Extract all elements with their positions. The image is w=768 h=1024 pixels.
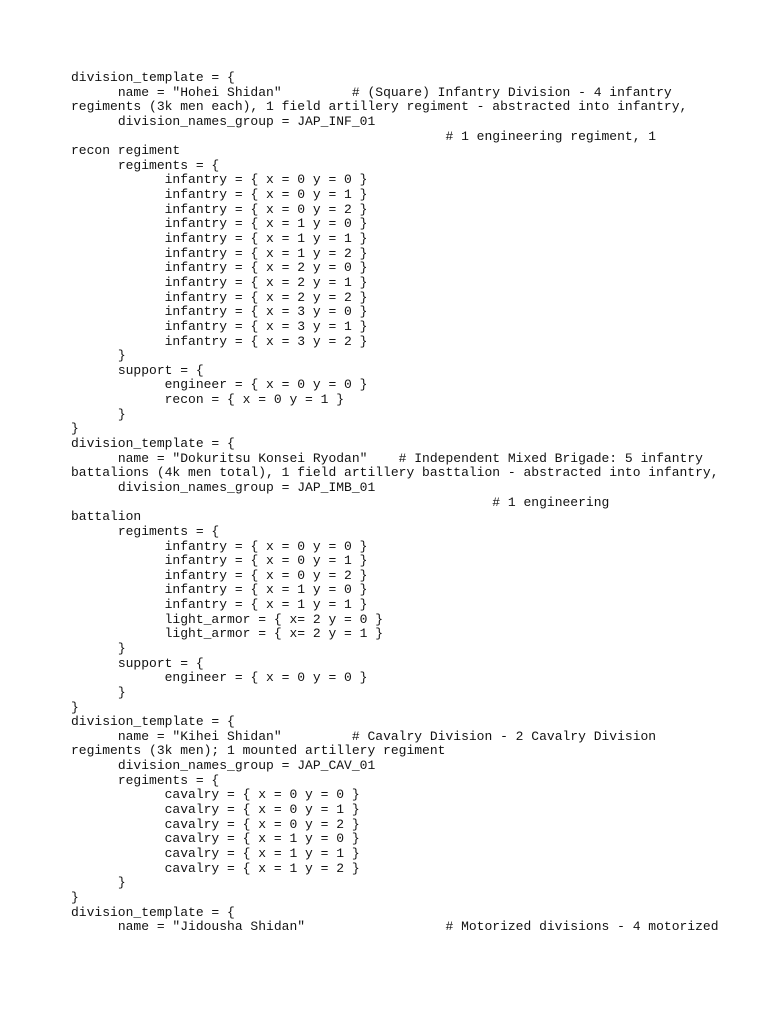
code-line: cavalry = { x = 0 y = 1 }	[71, 802, 360, 818]
code-line: cavalry = { x = 0 y = 0 }	[71, 787, 360, 803]
code-line: infantry = { x = 1 y = 0 }	[71, 582, 368, 598]
code-line: }	[71, 875, 126, 891]
code-line: recon regiment	[71, 143, 181, 159]
code-line: }	[71, 640, 126, 656]
code-line: division_names_group = JAP_IMB_01	[71, 479, 376, 495]
code-line: infantry = { x = 1 y = 0 }	[71, 216, 368, 232]
code-line: infantry = { x = 0 y = 0 }	[71, 172, 368, 188]
code-line: }	[71, 889, 79, 905]
code-line: }	[71, 699, 79, 715]
code-line: name = "Dokuritsu Konsei Ryodan" # Independent Mixed Brigade: 5 infantry	[71, 450, 703, 466]
code-line: cavalry = { x = 1 y = 1 }	[71, 845, 360, 861]
code-line: }	[71, 421, 79, 437]
code-line: division_template = {	[71, 904, 235, 920]
code-line: engineer = { x = 0 y = 0 }	[71, 670, 368, 686]
code-line: regiments = {	[71, 772, 220, 788]
code-line: infantry = { x = 3 y = 0 }	[71, 304, 368, 320]
code-line: infantry = { x = 3 y = 1 }	[71, 318, 368, 334]
code-line: regiments = {	[71, 157, 220, 173]
code-line: battalions (4k men total), 1 field artillery basttalion - abstracted into infantry,	[71, 465, 719, 481]
code-line: cavalry = { x = 0 y = 2 }	[71, 816, 360, 832]
code-line: name = "Jidousha Shidan" # Motorized divisions - 4 motorized	[71, 919, 719, 935]
code-line: infantry = { x = 0 y = 0 }	[71, 538, 368, 554]
code-line: }	[71, 348, 126, 364]
code-line: infantry = { x = 3 y = 2 }	[71, 333, 368, 349]
code-line: support = {	[71, 362, 204, 378]
code-line: }	[71, 406, 126, 422]
code-line: regiments (3k men each), 1 field artillery regiment - abstracted into infantry,	[71, 99, 688, 115]
code-line: light_armor = { x= 2 y = 0 }	[71, 611, 384, 627]
code-line: # 1 engineering regiment, 1	[71, 128, 657, 144]
code-line: division_template = {	[71, 714, 235, 730]
code-text	[71, 71, 719, 935]
code-line: infantry = { x = 1 y = 2 }	[71, 245, 368, 261]
code-line: regiments (3k men); 1 mounted artillery regiment	[71, 743, 446, 759]
code-line: # 1 engineering	[71, 494, 610, 510]
code-line: cavalry = { x = 1 y = 2 }	[71, 860, 360, 876]
code-line: infantry = { x = 0 y = 2 }	[71, 201, 368, 217]
code-line: division_names_group = JAP_CAV_01	[71, 758, 376, 774]
code-line: support = {	[71, 655, 204, 671]
code-line: infantry = { x = 2 y = 1 }	[71, 274, 368, 290]
code-line: division_template = {	[71, 70, 235, 85]
code-line: name = "Kihei Shidan" # Cavalry Division - 2 Cavalry Division	[71, 728, 657, 744]
code-line: infantry = { x = 2 y = 2 }	[71, 289, 368, 305]
code-line: light_armor = { x= 2 y = 1 }	[71, 626, 384, 642]
code-line: infantry = { x = 1 y = 1 }	[71, 231, 368, 247]
code-line: name = "Hohei Shidan" # (Square) Infantry Division - 4 infantry	[71, 84, 672, 100]
code-line: regiments = {	[71, 523, 220, 539]
code-line: engineer = { x = 0 y = 0 }	[71, 377, 368, 393]
code-line: division_names_group = JAP_INF_01	[71, 113, 376, 129]
code-line: }	[71, 684, 126, 700]
code-line: recon = { x = 0 y = 1 }	[71, 392, 345, 408]
code-line: infantry = { x = 0 y = 1 }	[71, 553, 368, 569]
code-line: infantry = { x = 1 y = 1 }	[71, 597, 368, 613]
code-line: division_template = {	[71, 436, 235, 452]
code-line: battalion	[71, 509, 142, 525]
code-line: infantry = { x = 0 y = 2 }	[71, 567, 368, 583]
code-line: cavalry = { x = 1 y = 0 }	[71, 831, 360, 847]
code-line: infantry = { x = 2 y = 0 }	[71, 260, 368, 276]
code-line: infantry = { x = 0 y = 1 }	[71, 187, 368, 203]
